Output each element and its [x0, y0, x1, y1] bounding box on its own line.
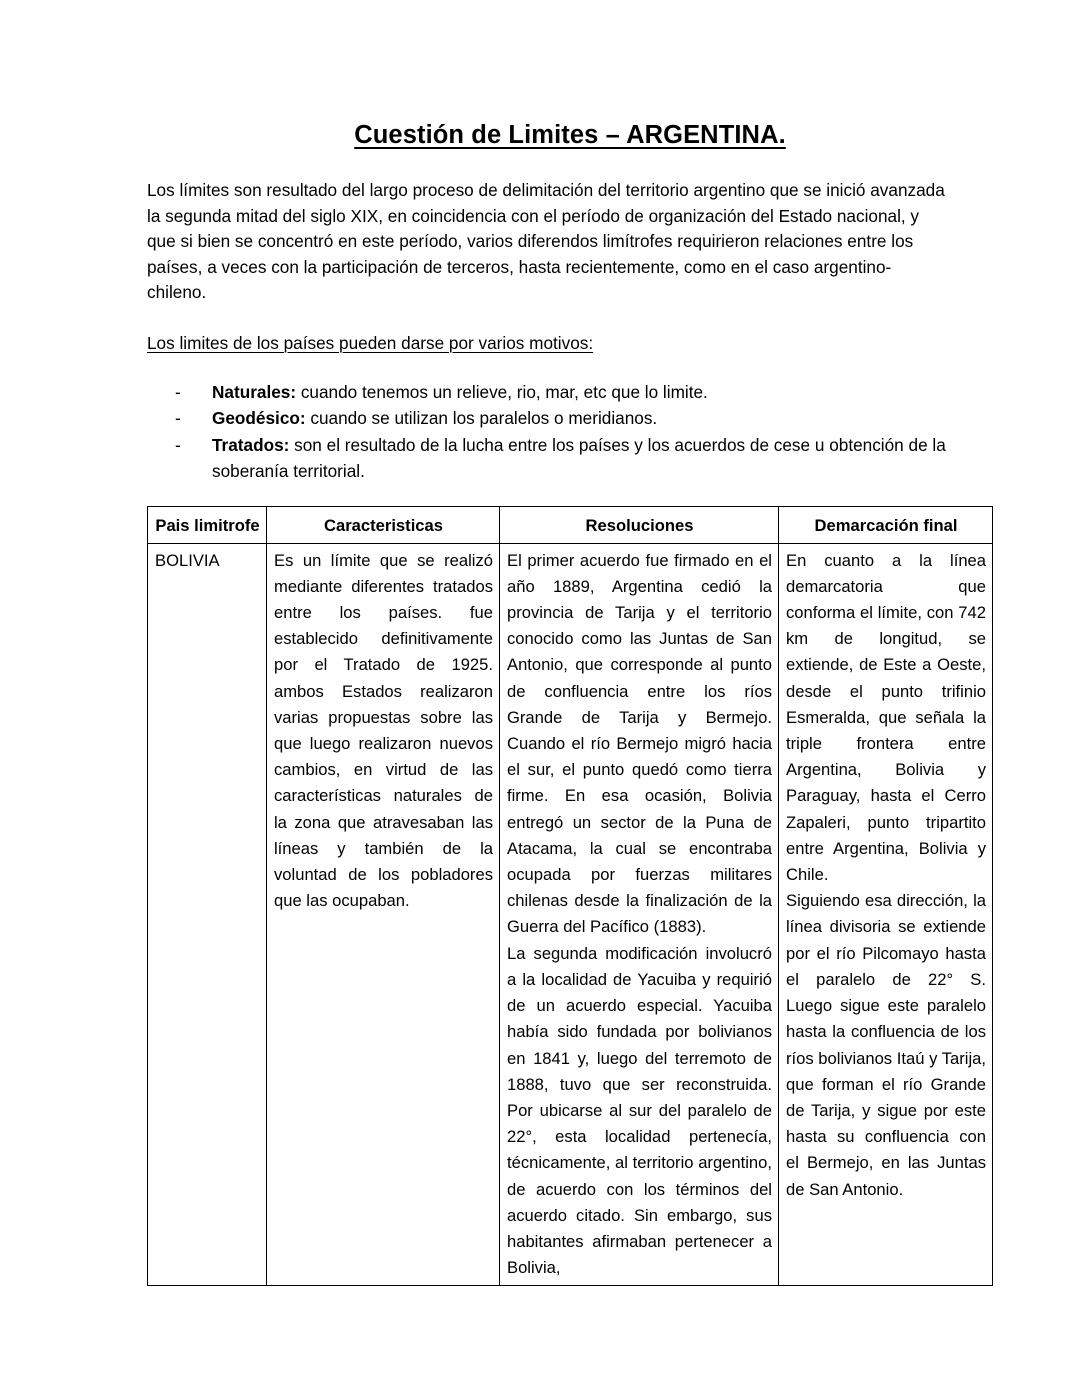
cell-paragraph: En cuanto a la línea demarcatoria que conforma el límite, con 742 km de longitud, se extiende, de Este a Oeste, desde el punto trifinio Esmeralda, que señala la triple frontera entre Argentina, Bolivia y Paraguay, hasta el Cerro Zapaleri, punto tripartito entre Argentina, Bolivia y Chile.	[786, 550, 986, 885]
list-item	[147, 432, 993, 485]
cell-resoluciones	[500, 543, 779, 1286]
table-header-row	[148, 506, 993, 543]
table-header	[148, 506, 993, 543]
intro-paragraph: Los límites son resultado del largo proceso de delimitación del territorio argentino que se inició avanzada la segunda mitad del siglo XIX, en coincidencia con el período de organización del Estado nacional, y que si bien se concentró en este período, varios diferendos limítrofes requirieron relaciones entre los países, a veces con la participación de terceros, hasta recientemente, como en el caso argentino-chileno.	[147, 180, 945, 303]
column-header-caracteristicas: Caracteristicas	[267, 506, 500, 543]
list-item-definition: cuando se utilizan los paralelos o meridianos.	[305, 408, 658, 429]
table-body	[148, 543, 993, 1286]
dash-marker-icon: -	[175, 408, 181, 429]
dash-marker-icon: -	[175, 434, 181, 455]
limits-table	[147, 506, 993, 1287]
limits-table-wrapper	[147, 485, 993, 1287]
list-item	[147, 379, 993, 406]
list-item-term: Naturales:	[212, 381, 297, 402]
cell-paragraph: Es un límite que se realizó mediante diferentes tratados entre los países. fue establecido definitivamente por el Tratado de 1925. ambos Estados realizaron varias propuestas sobre las que luego realizaron nuevos cambios, en virtud de las características naturales de la zona que atravesaban las líneas y también de la voluntad de los pobladores que las ocupaban.	[274, 550, 493, 911]
list-item-term: Tratados:	[212, 434, 290, 455]
cell-caracteristicas	[267, 543, 500, 1286]
list-lead-in-text: Los limites de los países pueden darse por varios motivos:	[147, 333, 594, 354]
list-item-definition: son el resultado de la lucha entre los países y los acuerdos de cese u obtención de la soberanía territorial.	[212, 434, 946, 482]
cell-demarcacion	[779, 543, 993, 1286]
cell-paragraph: La segunda modificación involucró a la localidad de Yacuiba y requirió de un acuerdo especial. Yacuiba había sido fundada por bolivianos en 1841 y, luego del terremoto de 1888, tuvo que ser reconstruida. Por ubicarse al sur del paralelo de 22°, esta localidad pertenecía, técnicamente, al territorio argentino, de acuerdo con los términos del acuerdo citado. Sin embargo, sus habitantes afirmaban pertenecer a Bolivia,	[507, 943, 772, 1278]
column-header-demarcacion: Demarcación final	[779, 506, 993, 543]
list-item-definition: cuando tenemos un relieve, rio, mar, etc que lo limite.	[296, 381, 708, 402]
dash-marker-icon: -	[175, 381, 181, 402]
list-item	[147, 405, 993, 432]
list-item-term: Geodésico:	[212, 408, 306, 429]
column-header-pais: Pais limitrofe	[148, 506, 267, 543]
page-title	[147, 0, 993, 150]
cell-paragraph: El primer acuerdo fue firmado en el año 1889, Argentina cedió la provincia de Tarija y el territorio conocido como las Juntas de San Antonio, que corresponde al punto de confluencia entre los ríos Grande de Tarija y Bermejo. Cuando el río Bermejo migró hacia el sur, el punto quedó como tierra firme. En esa ocasión, Bolivia entregó un sector de la Puna de Atacama, la cual se encontraba ocupada por fuerzas militares chilenas desde la finalización de la Guerra del Pacífico (1883).	[507, 550, 772, 937]
list-lead-in	[147, 306, 993, 357]
table-row	[148, 543, 993, 1286]
cell-pais: BOLIVIA	[148, 543, 267, 1286]
document-content	[147, 0, 993, 1286]
cell-paragraph: Siguiendo esa dirección, la línea divisoria se extiende por el río Pilcomayo hasta el paralelo de 22° S. Luego sigue este paralelo hasta la confluencia de los ríos bolivianos Itaú y Tarija, que forman el río Grande de Tarija, y sigue por este hasta su confluencia con el Bermejo, en las Juntas de San Antonio.	[786, 891, 986, 1199]
column-header-resoluciones: Resoluciones	[500, 506, 779, 543]
page-title-text: Cuestión de Limites – ARGENTINA.	[354, 121, 786, 149]
limit-types-list	[147, 357, 993, 485]
